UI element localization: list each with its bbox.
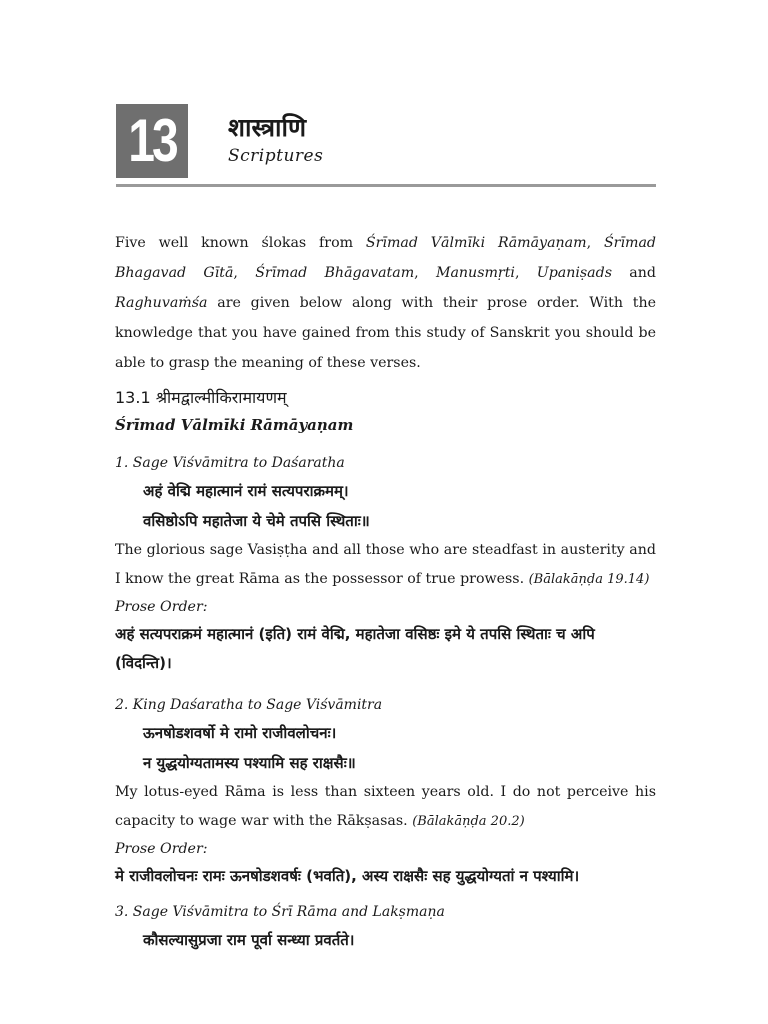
chapter-title-devanagari: शास्त्राणि [228, 113, 307, 142]
intro-text: Five well known ślokas from [115, 235, 366, 251]
header-divider [116, 184, 656, 187]
verse-title: 1. Sage Viśvāmitra to Daśaratha [115, 455, 345, 471]
intro-text: , [586, 235, 604, 251]
prose-order-label: Prose Order: [115, 841, 208, 857]
intro-work-title: Śrīmad Vālmīki Rāmāyaṇam [365, 235, 587, 251]
verse-title: 2. King Daśaratha to Sage Viśvāmitra [115, 697, 383, 713]
sloka-line: अहं वेद्मि महात्मानं रामं सत्यपराक्रमम्। [143, 482, 349, 500]
sloka-line: वसिष्ठोऽपि महातेजा ये चेमे तपसि स्थिताः॥ [143, 512, 370, 530]
verse-translation [115, 536, 656, 594]
verse-reference: (Bālakāṇḍa 19.14) [528, 572, 650, 587]
chapter-number: 13 [128, 107, 176, 175]
translation-text: My lotus-eyed Rāma is less than sixteen years old. I do not perceive his capacity to wage war with the Rākṣasas. [115, 784, 656, 829]
intro-work-title: Manusmṛti [435, 265, 515, 281]
prose-order-text: अहं सत्यपराक्रमं महात्मानं (इति) रामं वेद्मि, महातेजा वसिष्ठः इमे ये तपसि स्थिताः च अपि (विदन्ति)। [115, 625, 595, 672]
intro-text: are given below along with their prose order. With the knowledge that you have gained from this study of Sanskrit you should be able to grasp the meaning of these verses. [115, 295, 656, 371]
sloka-line: ऊनषोडशवर्षो मे रामो राजीवलोचनः। [143, 724, 337, 742]
intro-work-title: Śrīmad Bhagavad Gītā [115, 235, 656, 281]
translation-text: The glorious sage Vasiṣṭha and all those who are steadfast in austerity and I know the great Rāma as the possessor of true prowess. [115, 542, 656, 587]
prose-order-text: मे राजीवलोचनः रामः ऊनषोडशवर्षः (भवति), अस्य राक्षसैः सह युद्धयोग्यतां न पश्यामि। [115, 867, 580, 885]
section-heading: 13.1 श्रीमद्वाल्मीकिरामायणम् [115, 388, 287, 407]
verse-translation [115, 778, 656, 836]
intro-work-title: Upaniṣads [536, 265, 613, 281]
intro-work-title: Raghuvaṁśa [115, 295, 208, 311]
intro-text: , [514, 265, 537, 281]
intro-text: , [414, 265, 436, 281]
verse-block [115, 450, 656, 678]
chapter-title-english: Scriptures [228, 146, 324, 166]
intro-text: , [233, 265, 256, 281]
intro-paragraph [115, 228, 656, 378]
section-subheading: Śrīmad Vālmīki Rāmāyaṇam [115, 416, 354, 434]
intro-work-title: Śrīmad Bhāgavatam [255, 265, 415, 281]
intro-text: and [612, 265, 656, 281]
sloka-line: कौसल्यासुप्रजा राम पूर्वा सन्ध्या प्रवर्तते। [143, 931, 355, 949]
prose-order-label: Prose Order: [115, 599, 208, 615]
verse-title: 3. Sage Viśvāmitra to Śrī Rāma and Lakṣmaṇa [115, 904, 445, 920]
chapter-number-box [116, 104, 188, 178]
verse-block [115, 899, 656, 955]
page-content [115, 228, 656, 955]
verse-block [115, 692, 656, 891]
verse-reference: (Bālakāṇḍa 20.2) [412, 814, 525, 829]
sloka-line: न युद्धयोग्यतामस्य पश्यामि सह राक्षसैः॥ [143, 754, 356, 772]
